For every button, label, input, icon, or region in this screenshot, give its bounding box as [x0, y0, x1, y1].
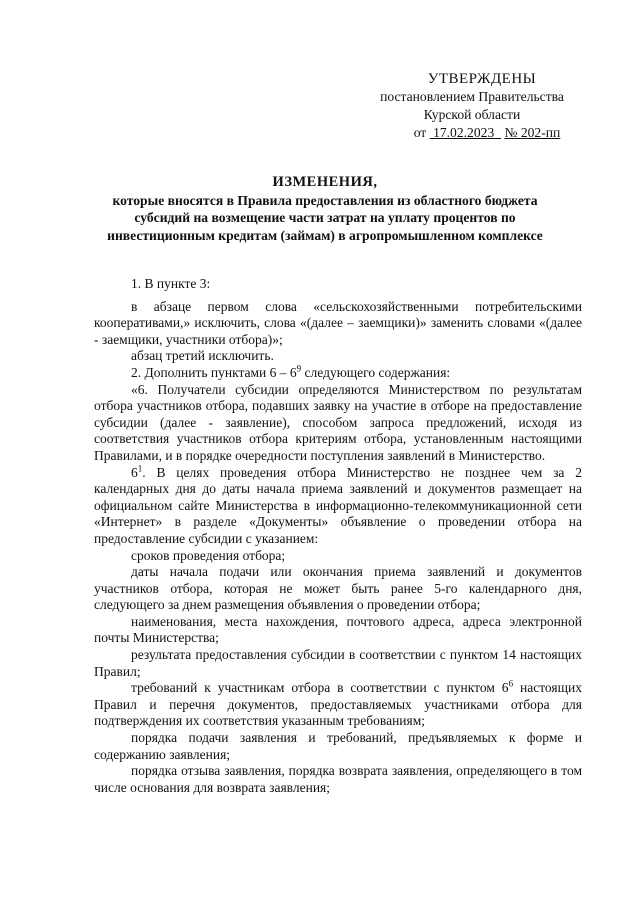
- document-title: [60, 174, 590, 244]
- approval-stamp: [352, 70, 592, 142]
- title-main: ИЗМЕНЕНИЯ,: [272, 174, 378, 190]
- approval-line-1: постановлением Правительства: [380, 89, 564, 104]
- paragraph-7: сроков проведения отбора;: [131, 547, 286, 563]
- title-line-1: которые вносятся в Правила предоставления из областного бюджета: [112, 192, 538, 208]
- date-prefix: от: [413, 125, 427, 140]
- approval-line-2: Курской области: [423, 107, 521, 122]
- title-line-2: субсидий на возмещение части затрат на уплату процентов по: [134, 210, 516, 225]
- paragraph-6: $6^1$. В целях проведения отбора Министерство не позднее чем за 2 календарных дня до даты начала приема заявлений и документов размещает на официальном сайте Министерства в информационно-телекоммуникационной сети «Интернет» в разделе «Документы» объявление о проведении отбора на предоставление субсидии с указанием:: [94, 463, 582, 546]
- title-line-3: инвестиционным кредитам (займам) в агропромышленном комплексе: [107, 227, 543, 243]
- paragraph-9: наименования, места нахождения, почтового адреса, адреса электронной почты Министерства;: [94, 613, 582, 646]
- paragraph-8: даты начала подачи или окончания приема заявлений и документов участников отбора, которая не может быть ранее 5-го календарного дня, следующего за днем размещения объявления о проведении отбора;: [94, 564, 582, 613]
- paragraph-3: абзац третий исключить.: [131, 348, 274, 364]
- paragraph-11: требований к участникам отбора в соответствии с пунктом $6^6$ настоящих Правил и перечня документов, предоставляемых участниками отбора для подтверждения их соответствия указанным требованиям;: [94, 678, 582, 729]
- paragraph-2: в абзаце первом слова «сельскохозяйственными потребительскими кооперативами,» исключить, слова «(далее – заемщики)» заменить словами «(далее - заемщики, участники отбора)»;: [94, 298, 582, 347]
- paragraph-4: 2. Дополнить пунктами $6 - 6^9$ следующего содержания:: [131, 363, 451, 380]
- paragraph-5: «6. Получатели субсидии определяются Министерством по результатам отбора участников отбора, подавших заявку на участие в отборе на предоставление субсидии (далее - заявление), способом запроса предложений, исходя из соответствия участников отбора критериям отбора, установленным настоящими Правилами, и в порядке очередности поступления заявлений в Министерство.: [94, 381, 582, 463]
- approval-number: № 202-пп: [504, 125, 561, 140]
- paragraph-1: 1. В пункте 3:: [131, 276, 211, 291]
- paragraph-10: результата предоставления субсидии в соответствии с пунктом 14 настоящих Правил;: [94, 647, 582, 679]
- document-body: [94, 276, 582, 796]
- paragraph-12: порядка подачи заявления и требований, предъявляемых к форме и содержанию заявления;: [94, 730, 582, 762]
- approval-date: 17.02.2023: [433, 125, 495, 140]
- approval-heading: УТВЕРЖДЕНЫ: [427, 71, 537, 87]
- paragraph-13: порядка отзыва заявления, порядка возврата заявления, определяющего в том числе основания для возврата заявления;: [94, 763, 582, 795]
- approval-date-row: [382, 124, 592, 142]
